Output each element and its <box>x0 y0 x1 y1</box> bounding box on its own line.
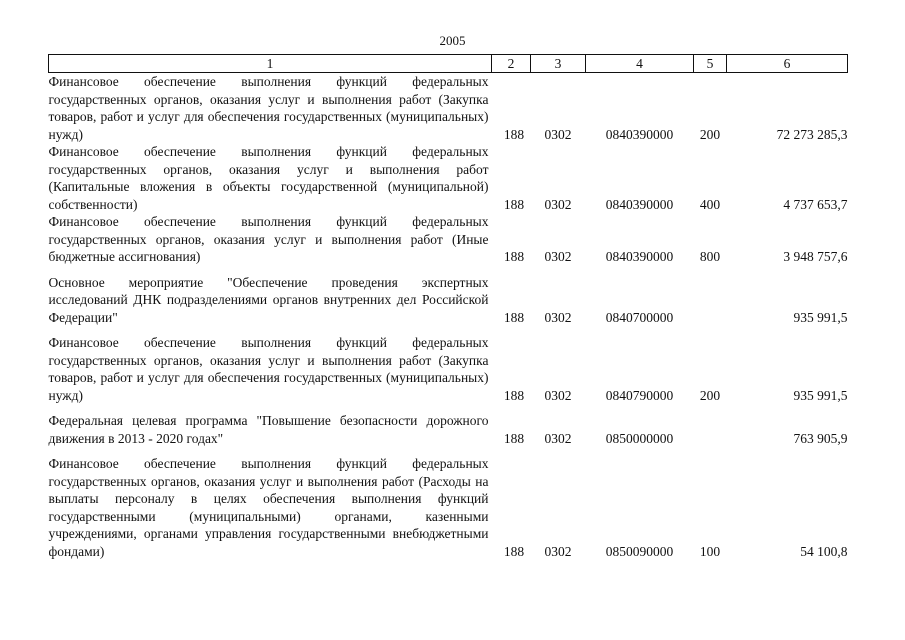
row-section-code: 0302 <box>544 196 572 212</box>
column-header-admin: 2 <box>492 55 531 73</box>
row-amount: 763 905,9 <box>793 430 848 446</box>
row-amount: 72 273 285,3 <box>776 126 848 142</box>
row-spacer <box>49 266 848 274</box>
budget-table <box>48 54 848 560</box>
row-target-code: 0840390000 <box>605 196 674 212</box>
row-spacer <box>49 326 848 334</box>
row-spacer <box>49 404 848 412</box>
row-name: Финансовое обеспечение выполнения функций федеральных государственных органов, оказания услуг и выполнения работ (Капитальные вложения в объекты государственной (муниципальной) собственности) <box>48 144 489 212</box>
row-expense-type: 200 <box>699 387 721 403</box>
row-name: Финансовое обеспечение выполнения функций федеральных государственных органов, оказания услуг и выполнения работ (Расходы на выплаты персоналу в целях обеспечения выполнения функций государственными (муниципальными) органами, казенными учреждениями, органами управления государственными внебюджетными фондами) <box>48 456 489 559</box>
row-name: Финансовое обеспечение выполнения функций федеральных государственных органов, оказания услуг и выполнения работ (Иные бюджетные ассигнования) <box>48 214 489 264</box>
row-admin-code: 188 <box>503 309 525 325</box>
row-name: Федеральная целевая программа "Повышение безопасности дорожного движения в 2013 - 2020 годах" <box>48 413 489 446</box>
column-header-amount: 6 <box>727 55 848 73</box>
row-target-code: 0840390000 <box>605 249 674 264</box>
row-admin-code: 188 <box>503 543 525 559</box>
column-number-row <box>49 55 848 73</box>
row-admin-code: 188 <box>503 249 525 264</box>
row-amount: 935 991,5 <box>793 387 848 403</box>
row-target-code: 0840790000 <box>605 387 674 403</box>
row-section-code: 0302 <box>544 387 572 403</box>
row-amount: 4 737 653,7 <box>783 196 848 212</box>
row-amount: 935 991,5 <box>793 309 848 325</box>
table-row <box>49 143 848 213</box>
row-expense-type: 100 <box>699 543 721 559</box>
row-admin-code: 188 <box>503 126 525 142</box>
table-row <box>49 274 848 327</box>
row-section-code: 0302 <box>544 309 572 325</box>
row-target-code: 0850090000 <box>605 543 674 559</box>
row-expense-type <box>694 274 727 327</box>
row-name: Основное мероприятие "Обеспечение проведения экспертных исследований ДНК подразделениями органов внутренних дел Российской Федерации" <box>48 274 489 325</box>
row-section-code: 0302 <box>544 126 572 142</box>
row-admin-code: 188 <box>503 430 525 446</box>
row-amount: 54 100,8 <box>800 543 848 559</box>
row-amount: 3 948 757,6 <box>783 249 848 264</box>
column-header-expense-type: 5 <box>694 55 727 73</box>
row-section-code: 0302 <box>544 543 572 559</box>
row-expense-type: 200 <box>699 126 721 142</box>
row-name: Финансовое обеспечение выполнения функций федеральных государственных органов, оказания услуг и выполнения работ (Закупка товаров, работ и услуг для обеспечения государственных (муниципальных) нужд) <box>48 335 489 403</box>
row-expense-type <box>694 412 727 447</box>
row-target-code: 0850000000 <box>605 430 674 446</box>
row-spacer <box>49 447 848 455</box>
table-row <box>49 213 848 266</box>
table-row <box>49 455 848 560</box>
table-row <box>49 412 848 447</box>
table-row <box>49 334 848 404</box>
row-admin-code: 188 <box>503 387 525 403</box>
row-target-code: 0840700000 <box>605 309 674 325</box>
row-name: Финансовое обеспечение выполнения функций федеральных государственных органов, оказания услуг и выполнения работ (Закупка товаров, работ и услуг для обеспечения государственных (муниципальных) нужд) <box>48 74 489 142</box>
row-section-code: 0302 <box>544 249 572 264</box>
table-row <box>49 73 848 144</box>
row-target-code: 0840390000 <box>605 126 674 142</box>
column-header-name: 1 <box>49 55 492 73</box>
column-header-target: 4 <box>586 55 694 73</box>
column-header-section: 3 <box>531 55 586 73</box>
row-expense-type: 400 <box>699 196 721 212</box>
row-section-code: 0302 <box>544 430 572 446</box>
row-admin-code: 188 <box>503 196 525 212</box>
row-expense-type: 800 <box>699 249 721 264</box>
page-number: 2005 <box>439 33 466 48</box>
